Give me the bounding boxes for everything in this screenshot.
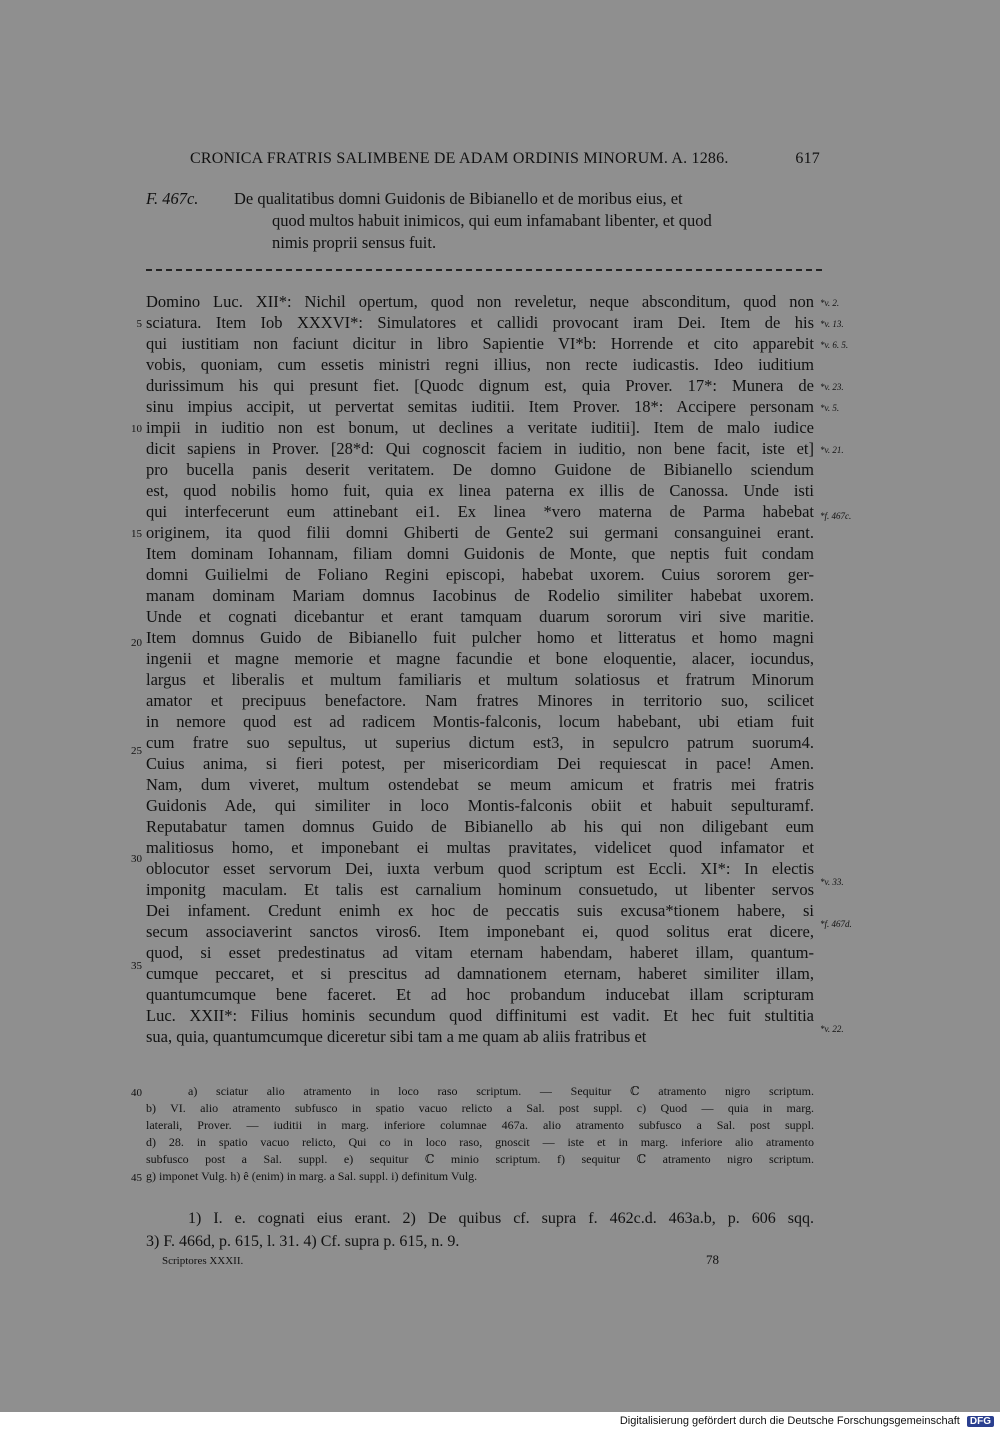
apparatus-line: b) VI. alio atramento subfusco in spatio vacuo relicto a Sal. post suppl. c) Quod — quia in marg. <box>146 1101 814 1115</box>
text-line: amator et precipuus benefactore. Nam fratres Minores in territorio suo, scilicet <box>146 691 814 710</box>
text-line: vobis, quoniam, cum essetis ministri regni illius, non recte iudicastis. Ideo iuditium <box>146 355 814 374</box>
text-line: pro bucella panis deserit veritatem. De domno Guidone de Bibianello sciendum <box>146 460 814 479</box>
text-line: est, quod nobilis homo fuit, quia ex linea paterna ex illis de Canossa. Unde isti <box>146 481 814 500</box>
source-note: 1) I. e. cognati eius erant. 2) De quibus cf. supra f. 462c.d. 463a.b, p. 606 sqq. <box>188 1210 814 1227</box>
text-line: dicit sapiens in Prover. [28*d: Qui cognoscit faciem in iuditio, non bene facit, iste et] <box>146 439 814 458</box>
text-line: cum fratre suo sepultus, ut superius dictum est3, in sepulcro patrum suorum4. <box>146 733 814 752</box>
line-number: 10 <box>131 423 142 435</box>
text-line: sua, quia, quantumcumque diceretur sibi tam a me quam ab aliis fratribus et <box>146 1027 647 1046</box>
line-number: 20 <box>131 637 142 649</box>
chapter-title-line: De qualitatibus domni Guidonis de Bibianello et de moribus eius, et <box>234 189 683 208</box>
text-line: Dei infament. Credunt enimh ex hoc de peccatis suis excusa*tionem habere, si <box>146 901 814 920</box>
margin-reference: *f. 467d. <box>820 919 852 929</box>
margin-reference: *v. 2. <box>820 298 840 308</box>
margin-reference: *v. 6. 5. <box>820 340 849 350</box>
line-number: 15 <box>131 528 142 540</box>
text-line: Unde et cognati dicebantur et erant tamquam duarum sororum viri sive maritie. <box>146 607 814 626</box>
margin-reference: *v. 21. <box>820 445 844 455</box>
separator-rule <box>146 269 822 271</box>
line-number: 5 <box>136 318 142 330</box>
text-line: Cuius anima, si fieri potest, per misericordiam Dei requiescat in pace! Amen. <box>146 754 814 773</box>
text-line: largus et liberalis et multum familiaris et multum solatiosus et fratrum Minorum <box>146 670 814 689</box>
line-number: 30 <box>131 853 142 865</box>
text-line: durissimum his qui presunt fiet. [Quodc dignum est, quia Prover. 17*: Munera de <box>146 376 814 395</box>
line-number: 40 <box>131 1087 142 1099</box>
text-line: Reputabatur tamen domnus Guido de Bibianello ab his qui non diligebant eum <box>146 817 814 836</box>
apparatus-line: d) 28. in spatio vacuo relicto, Qui co in loco raso, gnoscit — iste et in marg. inferiore alio atramento <box>146 1135 814 1149</box>
text-line: imponitg maculam. Et talis est carnalium hominum consuetudo, ut libenter servos <box>146 880 814 899</box>
text-line: domni Guilielmi de Foliano Regini episcopi, habebat uxorem. Cuius sororem ger- <box>146 565 814 584</box>
sheet-number: 78 <box>706 1252 719 1267</box>
text-line: impii in iuditio non est bonum, ut declines a veritate iuditii]. Item de malo iudice <box>146 418 814 437</box>
text-line: ingenii et magne memorie et magne facundie et bone eloquentie, alacer, iocundus, <box>146 649 814 668</box>
text-line: Item dominam Iohannam, filiam domni Guidonis de Monte, que neptis fuit condam <box>146 544 814 563</box>
apparatus-line: laterali, Prover. — iuditii in marg. inferiore columnae 467a. alio atramento subfusco a Sal. post suppl. <box>146 1118 814 1132</box>
text-line: quod, si esset predestinatus ad vitam eternam habendam, haberet illam, quantum- <box>146 943 814 962</box>
text-line: manam dominam Mariam domnus Iacobinus de Rodelio similiter habebat uxorem. <box>146 586 814 605</box>
running-title: CRONICA FRATRIS SALIMBENE DE ADAM ORDINIS MINORUM. A. 1286. <box>190 150 729 167</box>
text-line: Luc. XXII*: Filius hominis secundum quod diffinitumi est vadit. Et hec fuit stultitia <box>146 1006 814 1025</box>
text-line: secum associaverint sanctos viros6. Item imponebant ei, quod solitus erat dicere, <box>146 922 814 941</box>
text-line: malitiosus homo, et imponebant ei multas pravitates, videlicet quod infamator et <box>146 838 814 857</box>
apparatus-line: g) imponet Vulg. h) ê (enim) in marg. a Sal. suppl. i) definitum Vulg. <box>146 1169 478 1183</box>
text-line: Item domnus Guido de Bibianello fuit pulcher homo et litteratus et homo magni <box>146 628 814 647</box>
text-line: sciatura. Item Iob XXXVI*: Simulatores et callidi provocant iram Dei. Item de his <box>146 313 814 332</box>
margin-reference: *v. 13. <box>820 319 844 329</box>
margin-reference: *v. 23. <box>820 382 844 392</box>
text-line: in nemore quod est ad radicem Montis-falconis, locum habebant, ubi etiam fuit <box>146 712 814 731</box>
folio-reference: F. 467c. <box>146 189 199 208</box>
text-line: sinu impius accipit, ut pervertat semitas iuditii. Item Prover. 18*: Accipere personam <box>146 397 814 416</box>
text-line: originem, ita quod filii domni Ghiberti de Gente2 sui germani consanguinei erant. <box>146 523 814 542</box>
running-header <box>190 150 820 168</box>
funding-footer <box>620 1415 994 1427</box>
line-number: 25 <box>131 745 142 757</box>
margin-reference: *v. 5. <box>820 403 840 413</box>
line-number: 45 <box>131 1172 142 1184</box>
text-line: quantumcumque bene faceret. Et ad hoc probandum inducebat illam scripturam <box>146 985 814 1004</box>
text-line: cumque peccaret, et si prescitus ad damnationem eternam, haberet similiter illam, <box>146 964 814 983</box>
chapter-title-line: nimis proprii sensus fuit. <box>272 233 437 252</box>
text-line: qui interfecerunt eum attinebant ei1. Ex linea *vero materna de Parma habebat <box>146 502 814 521</box>
apparatus-line: a) sciatur alio atramento in loco raso scriptum. — Sequitur ℂ atramento nigro scriptum. <box>188 1084 814 1098</box>
source-note: 3) F. 466d, p. 615, l. 31. 4) Cf. supra p. 615, n. 9. <box>146 1233 460 1250</box>
line-number: 35 <box>131 960 142 972</box>
page-number: 617 <box>795 150 820 167</box>
text-line: Guidonis Ade, qui similiter in loco Montis-falconis obiit et habuit sepulturamf. <box>146 796 814 815</box>
margin-reference: *v. 33. <box>820 877 844 887</box>
text-line: Domino Luc. XII*: Nichil opertum, quod non reveletur, neque absconditum, quod non <box>146 292 814 311</box>
dfg-logo: DFG <box>967 1416 994 1427</box>
chapter-title-line: quod multos habuit inimicos, qui eum infamabant libenter, et quod <box>272 211 712 230</box>
signature-mark: Scriptores XXXII. <box>162 1255 244 1267</box>
margin-reference: *v. 22. <box>820 1024 844 1034</box>
text-line: qui iustitiam non faciunt dicitur in libro Sapientie VI*b: Horrende et cito apparebit <box>146 334 814 353</box>
margin-reference: *f. 467c. <box>820 511 852 521</box>
apparatus-line: subfusco post a Sal. suppl. e) sequitur ℂ minio scriptum. f) sequitur ℂ atramento nigro scriptum. <box>146 1152 814 1166</box>
funding-text: Digitalisierung gefördert durch die Deutsche Forschungsgemeinschaft <box>619 1415 960 1427</box>
text-line: oblocutor esset servorum Dei, iuxta verbum quod scriptum est Eccli. XI*: In electis <box>146 859 814 878</box>
text-line: Nam, dum viveret, multum ostendebat se meum amicum et fratris mei fratris <box>146 775 814 794</box>
